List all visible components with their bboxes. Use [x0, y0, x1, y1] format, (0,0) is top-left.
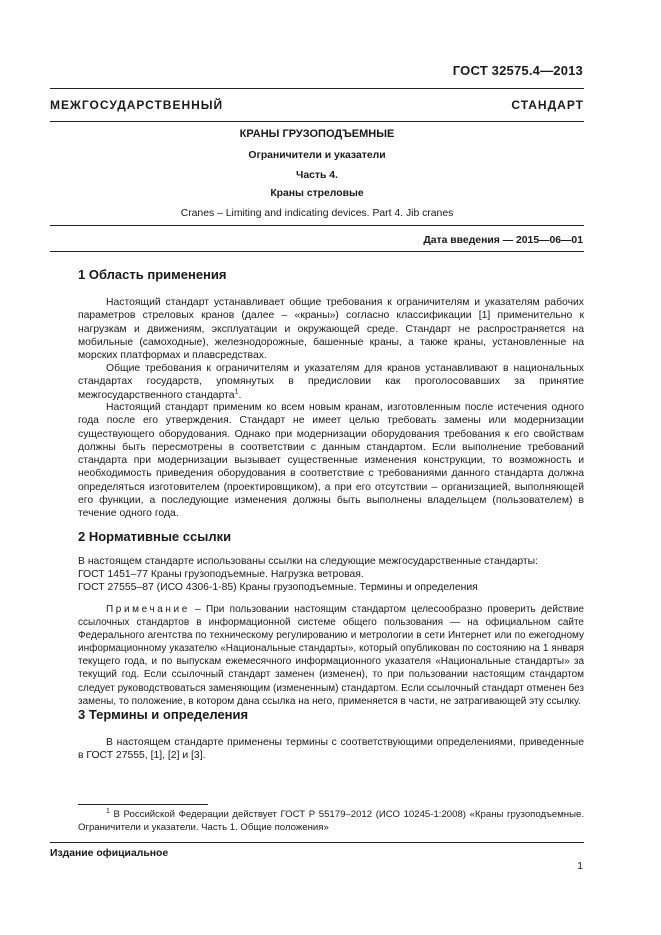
document-part: Часть 4. — [296, 170, 338, 181]
footer-rule — [50, 842, 584, 843]
note-label: Примечание — [106, 604, 190, 615]
section-3-heading: 3 Термины и определения — [78, 707, 249, 722]
standard-banner: МЕЖГОСУДАРСТВЕННЫЙ СТАНДАРТ — [50, 98, 584, 112]
section-1-paragraph-1 — [78, 296, 584, 362]
footnote — [78, 808, 584, 834]
document-title: КРАНЫ ГРУЗОПОДЪЕМНЫЕ — [239, 128, 395, 140]
date-rule — [50, 251, 584, 252]
reference-2-text: ГОСТ 27555–87 (ИСО 4306-1-85) Краны грузоподъемные. Термины и определения — [78, 582, 478, 593]
footnote-ref: 1 — [234, 388, 239, 396]
reference-1-text: ГОСТ 1451–77 Краны грузоподъемные. Нагрузка ветровая. — [78, 569, 364, 580]
footnote-rule — [78, 804, 208, 805]
footnote-marker: 1 — [106, 807, 110, 815]
section-1-p1-text: Настоящий стандарт устанавливает общие требования к ограничителям и указателям рабочих параметров стреловых кранов (далее – «краны») согласно классификации [1] применительно к нагрузкам и движениям, эксплуатации и окружающей среде. Стандарт не распространяется на мобильные (самоходные), железнодорожные, башенные краны, а также краны, установленные на морских платформах и плавсредствах. — [78, 297, 584, 362]
banner-rule — [50, 121, 584, 122]
section-2-paragraph-1 — [78, 555, 584, 568]
note-text: – При пользовании настоящим стандартом целесообразно проверить действие ссылочных стандартов в информационной системе общего пользования — на официальном сайте Федерального агентства по техническому регулированию и метрологии в сети Интернет или по ежегодному информационному указателю «Национальные стандарты», который опубликован по состоянию на 1 января текущего года, и по выпускам ежемесячного информационного указателя «Национальные стандарты» за текущий год. Если ссылочный стандарт заменен (изменен), то при пользовании настоящим стандартом следует руководствоваться заменяющим (измененным) стандартом. Если ссылочный стандарт отменен без замены, то положение, в котором дана ссылка на него, применяется в части, не затрагивающей эту ссылку. — [78, 604, 584, 707]
section-2-note — [78, 603, 584, 708]
section-3-paragraph-1 — [78, 736, 584, 763]
introduction-date: Дата введения — 2015—06—01 — [423, 235, 583, 246]
section-2-p1-text: В настоящем стандарте использованы ссылки на следующие межгосударственные стандарты: — [78, 556, 539, 567]
section-1-p2-text: Общие требования к ограничителям и указателям для кранов устанавливают в национальных стандартах государств, упомянутых в предисловии как проголосовавших за принятие межгосударственного стандарта — [78, 363, 584, 401]
section-1-paragraph-3 — [78, 401, 584, 521]
section-1-p3-text: Настоящий стандарт применим ко всем новым кранам, изготовленным после истечения одного года после его утверждения. Стандарт не имеет целью требовать замены или модернизации существующего оборудования. Однако при модернизации оборудования требования к его свойствам должны быть пересмотрены в соответствии с данным стандартом. Если выполнение требований стандарта при модернизации вызывает существенные изменения конструкции, то возможность и необходимость приведения оборудования в соответствие с требованиями данного стандарта должна определяться изготовителем (проектировщиком), а при его отсутствии – организацией, выполняющей его функции, а последующие изменения должны быть выполнены владельцем (пользователем) в течение одного года. — [78, 402, 584, 520]
document-part-title: Краны стреловые — [270, 188, 364, 199]
page-number: 1 — [577, 861, 583, 872]
section-1-paragraph-2 — [78, 362, 584, 402]
reference-1 — [78, 568, 584, 581]
section-2-heading: 2 Нормативные ссылки — [78, 529, 232, 544]
top-rule — [50, 88, 584, 89]
section-1-heading: 1 Область применения — [78, 267, 227, 282]
document-number: ГОСТ 32575.4—2013 — [452, 63, 583, 78]
title-rule — [50, 225, 584, 226]
english-title: Cranes – Limiting and indicating devices. Part 4. Jib cranes — [180, 208, 454, 219]
section-1-p2-end: . — [238, 389, 242, 401]
reference-2 — [78, 581, 584, 594]
section-3-p1-text: В настоящем стандарте применены термины с соответствующими определениями, приведенные в ГОСТ 27555, [1], [2] и [3]. — [78, 737, 584, 762]
footnote-text: В Российской Федерации действует ГОСТ Р 55179–2012 (ИСО 10245-1:2008) «Краны грузоподъемные. Ограничители и указатели. Часть 1. Общие положения» — [78, 809, 584, 833]
document-subtitle: Ограничители и указатели — [248, 150, 386, 161]
edition-label: Издание официальное — [50, 848, 169, 859]
